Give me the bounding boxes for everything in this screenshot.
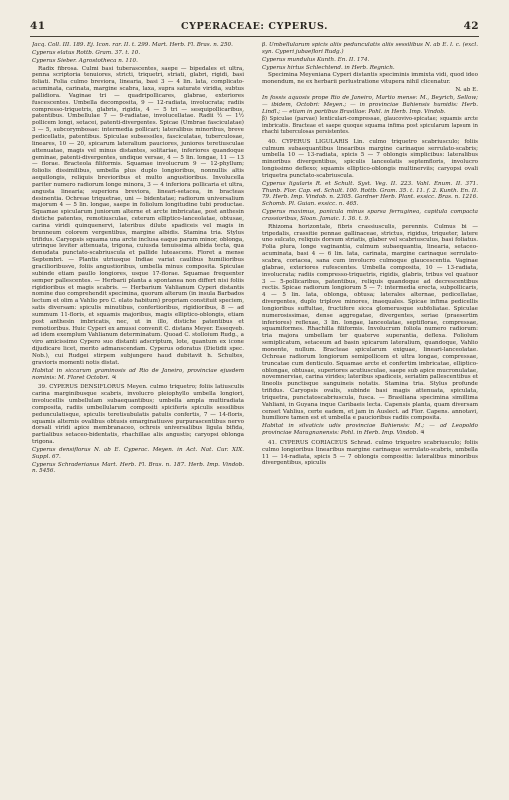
text-paragraph: Radix fibrosa. Culmi basi tuberascentes, saepe — bipedales et ultra, penna scriptoria tenuiores, stricti, triquetri, striati, glabri, rigidi, basi foliati. Folia culmo breviora, linearia, basi 3 — 4 lin. lata, complicato-acuminata, carinata, margine scabra, laxa, supra saturate viridia, subtus pallidiora. Vaginae tri — quadripollicares, glabrae, exteriores fuscescentes. Umbella decomposita, 9 — 12-radiata, involucrata; radiis compresso-triquetris, glabris, rigidis, 4 — 5 tri — sesquipollicaribus, patentibus. Umbellulae 7 — 9-radiatae, involucellatae. Radii ½ — 1½ pollicem longi, setacei, patenti-divergentes. Spicae (Umbrae fasciculatae) 3 — 5, subcorymbosae: intermedia pollicari; lateralibus minoribus, breve pedicellatis, patentibus. Spiculae subsessiles, fasciculatae, tuberculosae, lineares, 10 — 20, spicarum lateralium pauciores, juniores teretiusculae attenuatae, magis vel minus distantes, solitariae, inferiores quandoque geminae, patenti-divergentes, undique versae, 4 — 5 lin. longae, 11 — 13 — florae. Bracteola filiformis. Squamae involucrum 9 — 12-phyllum; foliolis dissimilibus, umbella plus duplo longioribus, nonnullis altis aequilongis, reliquis brevioribus et multo angustioribus. Involucella pariter numero radiorum longe minora, 3 — 4 inferiora pollicaria et ultra, angusta linearia; superiora breviora, lineari-setacea, in bracteas desinentia. Ochreae triquetrae, uni — bidentatae; radiorum universalium majorum 4 — 5 lin. longae, saepe in foliolum longitudine tubi productae. Squamae spicularum juniorum alterne et arcte imbricatae, post anthesin distiche patentes, remotiusculae, ceterum elliptico-lanceolatae, obtusae, carina viridi quinquenervi, lateribus dilute spadiceis vel magis in brunneum colorem vergentibus, margine albidis. Stamina tria. Stylus trifidus. Caryopsis squama una arcte inclusa eaque parum minor, oblonga, utrinque leviter attenuata, trigona, cuiusda tenuissima albida tecta, qua denudata punctato-scabriuscula et pallide luteascens. Floret a mense Septembri. — Plantis utriusque Indiae variat caulibus humilioribus gracilioribusve, foliis angustioribus, umbella minus composita. Spiculae subinde etiam paullo longiores, usque 17-florae. Squamae frequenter semper pallescentes. — Herbarii planta a spontanea non differt nisi foliis rigidioribus et magis scabris. — Herbarium Vahlianum Cyperi distantis nomine duo comprehendit specimina, quorum alterum (in insula Barbados lectum et olim a Vahlio pro C. elato habitum) propriam constituit speciem, satis diversam: spiculis minutibus, confertioribus, rigidioribus, 8 — ad summum 11-floris, et squamis majoribus, magis elliptico-oblongis, etiam post anthesin imbricatis, nec, ut in illo, distiche patentibus et remotioribus. Huic Cyperi ex amussi convenit C. distans Meyer. Esseqveb. ad idem exemplum Vahlianum determinatum. Quoad C. stolloium Rudg., a viro amicissimo Cypero suo distanti adscriptum, lote, quantum ex icone dijudicare licet, merito admanscendam. Cyperus odoratus (Dietidii spec. Nob.), cui Rudgei stirpem subjungere haud dubitavit h. Schultes, gravioris momenti notis distat. bbox=[32, 65, 244, 366]
text-paragraph: Cyperus elatus Rottb. Gram. 37. t. 10. bbox=[32, 49, 141, 56]
text-paragraph: β) Spiculae (parvae) lenticulari-compressae, glaucovivo-spicatae; squamis arcte imbricatis. Bracteae et saepe quoque squama infima post spicularum lapsum in rhachi tuberculosas persistentes. bbox=[262, 116, 478, 136]
text-paragraph: Rhizoma horizontale, fibris crassiusculis, perennis. Culmus bi — tripedalis, crassitie pennae gallinaceae, strictus, rigidus, triqueter, latere uno sulcato, reliquis dorsum striatis, glaber vel scabriusculus, basi foliatus. Folia plura, longe vaginantia, culmum subaequantia, linearia, setaceo-acuminata, basi 4 — 6 lin. lata, carinata, margine carinaque serrulato-scabra, coriacea, sana cum involucro culmoque glaucescentia. Vaginae glabrae, exteriores rufescentes. Umbella composita, 10 — 13-radiata, involucrata; radiis compresso-triquetris, rigidis, glabris, tribus vel quatuor 3 — 5-pollicaribus, patentibus, reliquis quandoque ad decrescentibus rectis. Spicae radiorum longiorum 5 — 7: intermedia erecta, subpollicaris, 4 — 5 lin. lata, oblonga, obtusa; laterales alternae, pedicellatae, divergentes, duplo triplove minores, inaequales. Spicae infima pedicellis longioribus suffultae, fructifere sicca glomerusque subfoliatae. Spiculae numerosissimae, dense aggregatae, divergentes, seriae (praesertim inferiores) reflexae, 3 lin. longae, lanceolatae, septiflorae, compressae, squamiformes. Rhachilla filiformis. Involucrum foliola numero radiorum: tria majora umbellam ter quaterve superantia, deflexa. Foliolum semiplicatum, setaceum ad basin spicarum lateralium, quandoque, Vahlio monente, nullum. Bracteae spicularum exiguae, lineari-lanceolatae. Ochreae radiorum longiorum semipollicem et ultra longae, compressae, truncatae cum denticulo. Squamae arcte et confertim imbricatae, elliptico-oblongae, obtusae, superiores acutiusculae, saepe sub apice mucronulatae, novemnerviae, carina virides; lateribus spadiceis, seriatim pallescentibus et lineolis punctisque sanguineis notatis. Stamina tria. Stylus profunde trifidus. Caryopsis ovalis, subinde basi magis attenuata, spiculata, triquetra, punctatoscabriuscula, fusca. — Brasiliana specimina simillima Vahliani, in Guyana inque Caribaeis lecta. Capensis planta, quam diversam censet Vahlius, certe eadem, et jam in Auslect. ad Flor. Capens. annotavi, humiliore tamen est et umbella e paucioribus radiis composita. bbox=[262, 223, 478, 422]
text-paragraph: β. Umbellularum spicis aliis pedunculatis aliis sessilibus N. ab E. l. c. (excl. syn. Cyperi jubaeflori Rudg.) bbox=[262, 42, 478, 55]
running-header bbox=[30, 20, 479, 34]
text-paragraph: Cyperus mundulus Kunth. En. II. 174. bbox=[262, 56, 370, 63]
text-paragraph: Cyperus Schraderianus Mart. Herb. Fl. Bras. n. 187. Herb. Imp. Vindob. n. 5456. bbox=[32, 461, 244, 475]
species-entry: 41. CYPERUS CORIACEUS Schrad. culmo triquetro scabriusculo; foliis culmo longioribus linearibus margine carinaque serrulato-scabris, umbella 11 — 14-radiata, spicis 5 — 7 oblongis compositis: lateralibus minoribus divergentibus, spiculis bbox=[262, 439, 478, 467]
column-number: 42 bbox=[463, 20, 479, 32]
text-paragraph: Cyperus ligularis R. et Schult. Syst. Veg. II. 223. Vahl. Enum. II. 371. Thunb. Flor. Cap. ed. Schult. 100. Rottb. Gram. 35. t. 11. f. 2. Kunth. En. II. 79. Herb. Imp. Vindob. n. 2305. Gardner Herb. Plant. exsicc. Bras. n. 1216. Schomb. Pl. Guian. exsicc. n. 465. bbox=[262, 180, 478, 208]
text-paragraph: N. ab E. bbox=[455, 87, 478, 94]
text-paragraph: Habitat in silvaticis udis provinciae Bahiensis: M.; — ad Leopoldo provinciae Maragnanensis: Pohl. in Herb. Imp. Vindob. ♃ bbox=[262, 423, 478, 437]
species-entry: 39. CYPERUS DENSIFLORUS Meyen. culmo triquetro; foliis latiusculis carina marginibusque scabris, involucro pleiophyllo umbella longiori, involucellis umbellulam subaequantibus; umbella ampla multiradiata composita, radiis umbellularum compositi spiciferis spiculis sessilibus pedunculatisque, spiculis teretisubulatis patulis confertis, 7 — 14-floris, squamis alternis ovalibus obtusis emarginatiusve purpurascentibus nervo dorsali viridi apice membranaceo, ochreis universalibus ligula bifida, partialibus setaceo-bidentatis, rhachillae alis angustis; caryopsi oblonga trigona. bbox=[32, 384, 244, 446]
text-paragraph: Jacq. Coll. III. 189. Ej. Icon. rar. II. t. 299. Mart. Herb. Fl. Bras. n. 250. bbox=[32, 42, 233, 48]
text-paragraph: Cyperus hirtus Schlechtend. in Herb. Regnich. bbox=[262, 64, 395, 71]
page-number: 41 bbox=[30, 20, 46, 32]
text-paragraph: Cyperus maximus, panicula minus sparsa ferruginea, capitula compacta crassioribus, Sloan. Jamaic. I. 36. t. 9. bbox=[262, 209, 478, 222]
text-paragraph: In fossis aquosis prope Rio de Janeiro, Martio mense: M., Beyrich, Sellow; — ibidem, Octobri: Meyen.; — in provinciae Bahiensis humidis: Herb. Lindl.; — etiam in partibus Brasiliae: Pohl. in Herb. Imp. Vindob. bbox=[262, 94, 478, 115]
running-title: CYPERACEAE: CYPERUS. bbox=[181, 21, 328, 32]
text-paragraph: Specimina Meyeniana Cyperi distantis speciminis immixta vidi, quod ideo monendum, ne ex herbarii perlustratione vitupera nihil clicenatur. bbox=[262, 72, 478, 86]
right-column bbox=[262, 42, 478, 786]
text-paragraph: Cyperus densiflorus N. ab E. Cyperac. Meyen. in Act. Nat. Cur. XIX. Suppl. 67. bbox=[32, 446, 244, 460]
header-rule bbox=[30, 36, 479, 37]
left-column bbox=[32, 42, 244, 786]
text-paragraph: Cyperus Sieber. Agrostotheca n. 110. bbox=[32, 57, 138, 64]
text-paragraph: Habitat in siccarum graminosis ad Rio de Janeiro, provinciae ejusdem nominis: M. Floret Octobri. ♃ bbox=[32, 367, 244, 381]
species-entry: 40. CYPERUS LIGULARIS Lin. culmo triquetro scabriusculo; foliis culmum subaequantibus linearibus margine carinaque serrulato-scabris; umbella 10 — 13-radiata, spicis 5 — 7 oblongis simplicibus: lateralibus minoribus divergentibus, spiculis lanceolatis septemfloris, involucro longissimo deflexo; squamis elliptico-oblongis multinerviis; caryopsi ovali triquetra punctato-scabriuscula. bbox=[262, 138, 478, 179]
